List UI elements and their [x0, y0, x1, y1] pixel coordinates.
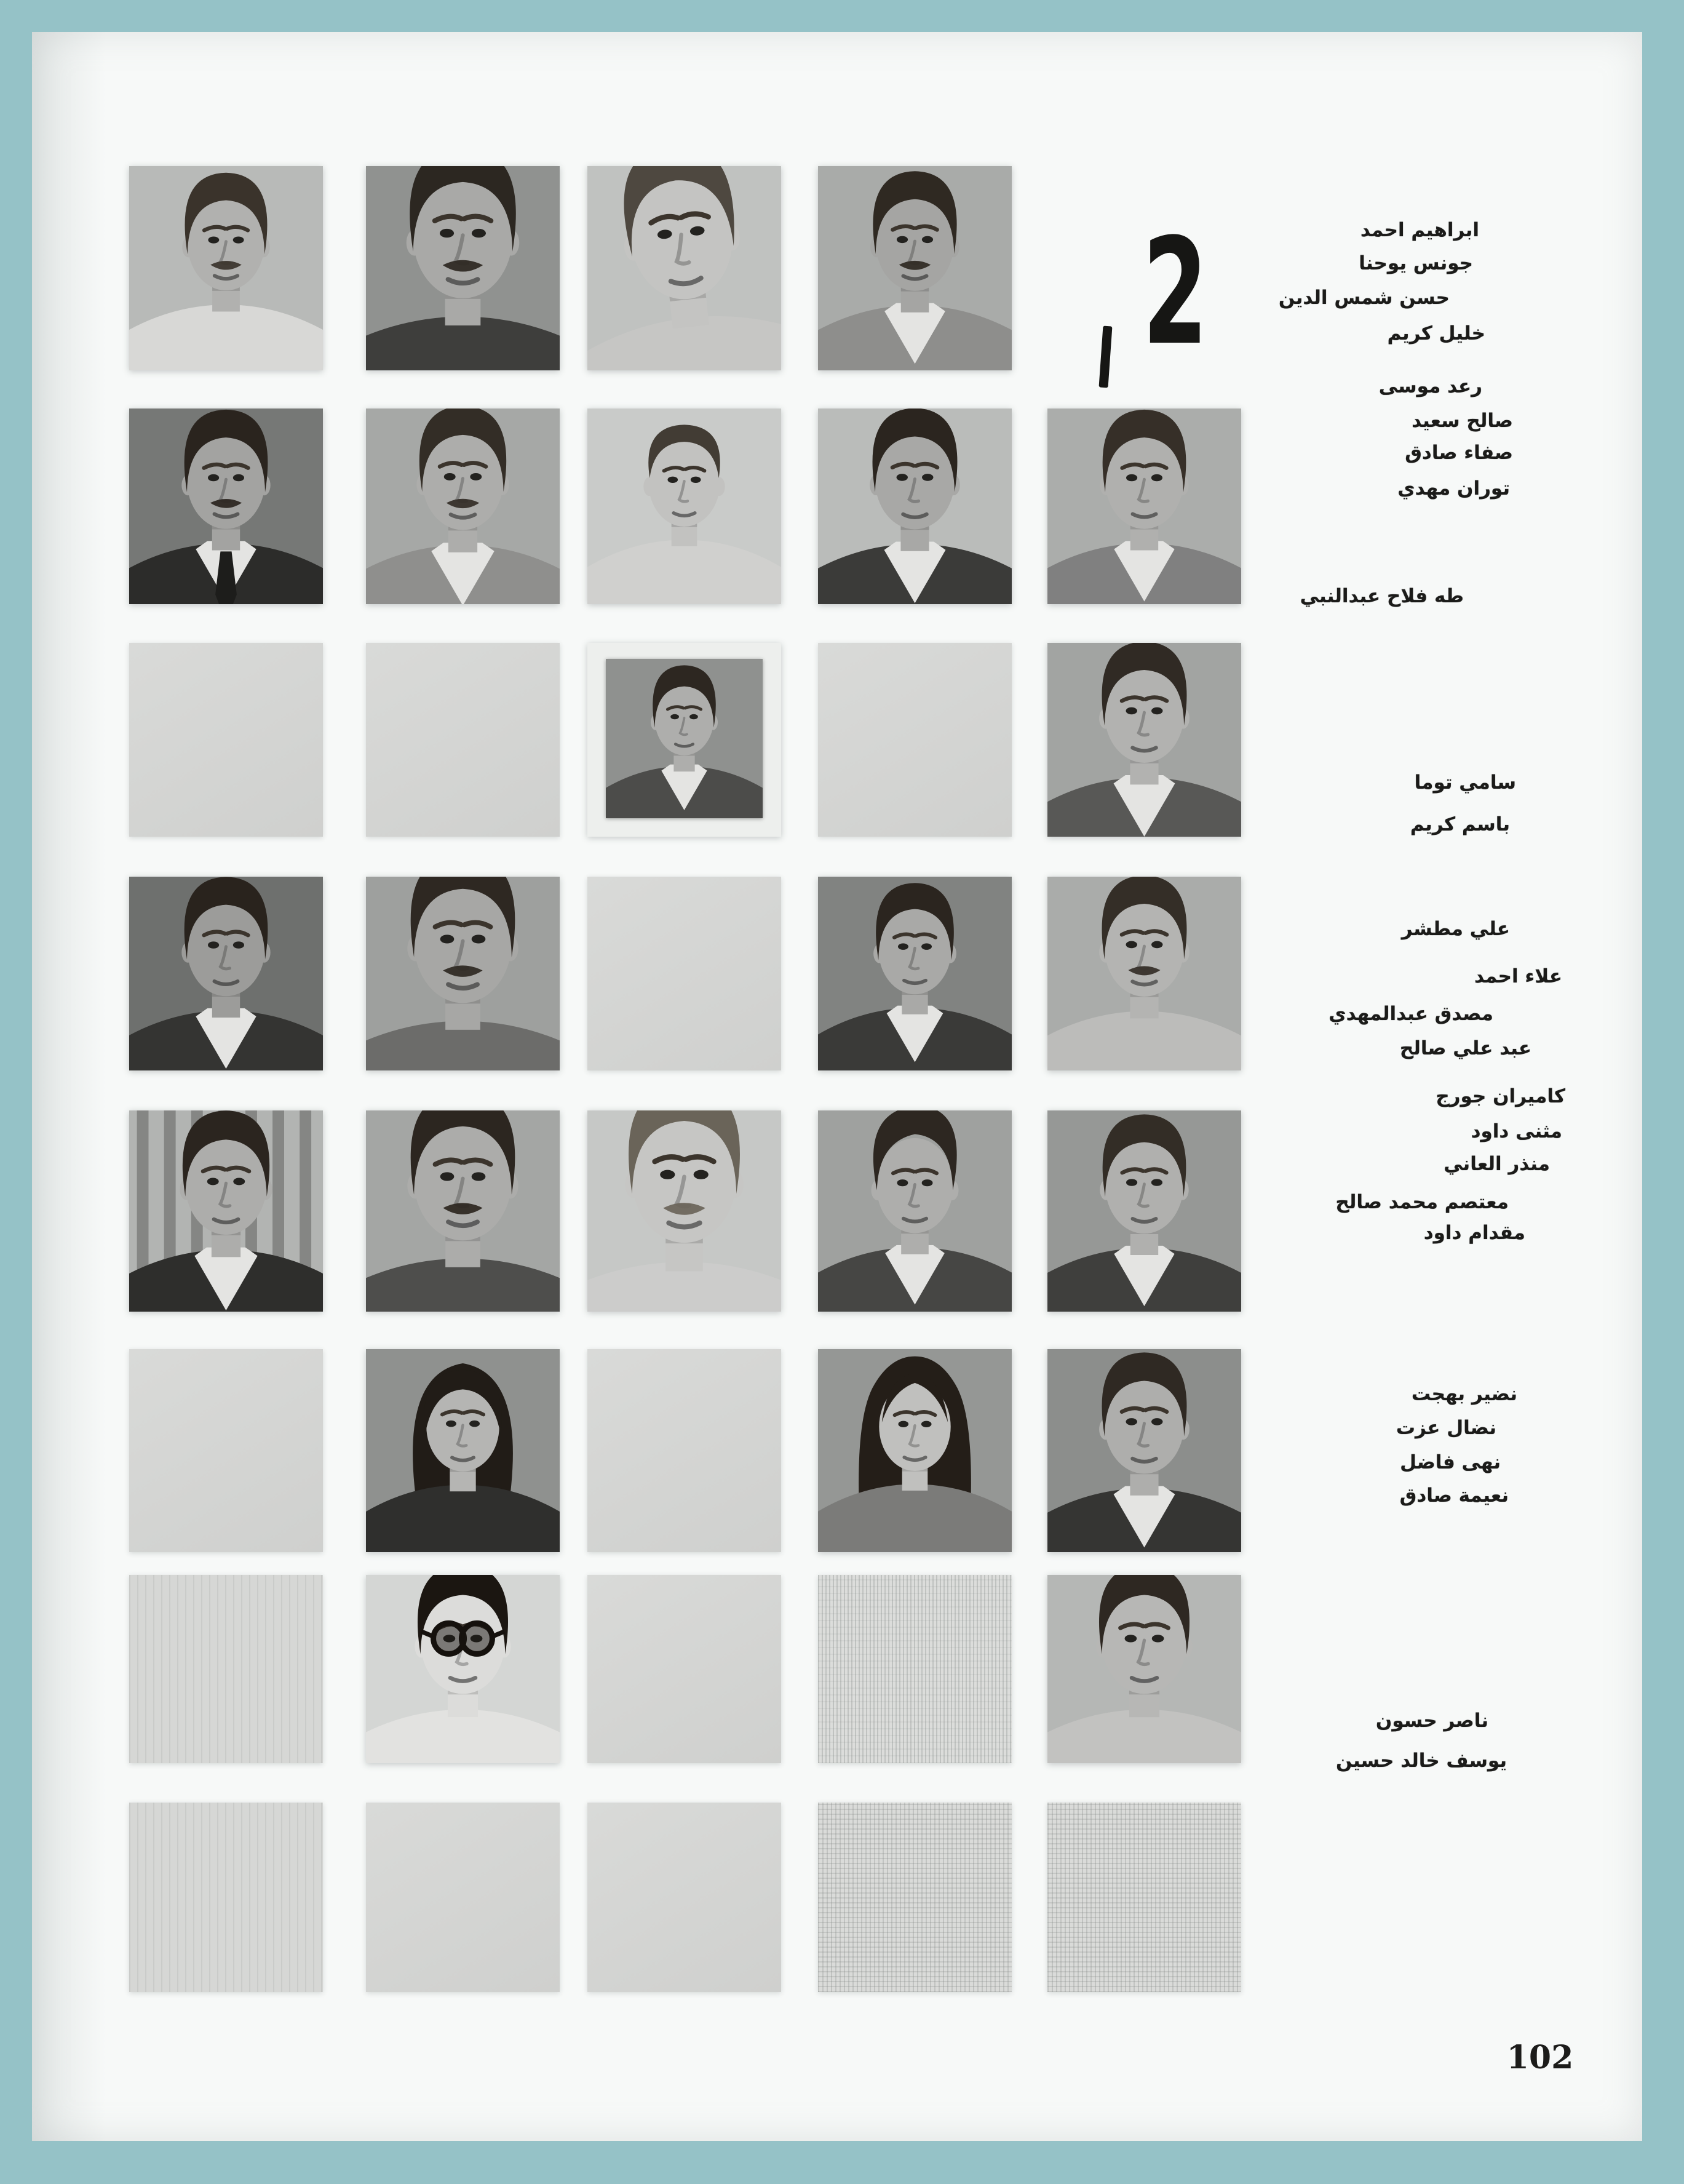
portrait-photo: [1047, 1349, 1241, 1552]
student-name: حسن شمس الدين: [1278, 287, 1450, 309]
empty-photo-slot: [587, 877, 781, 1070]
portrait-photo: [1047, 877, 1241, 1070]
student-name: معتصم محمد صالح: [1335, 1191, 1509, 1213]
student-name: جونس يوحنا: [1359, 252, 1473, 274]
portrait-photo: [1047, 409, 1241, 604]
student-name: نهى فاضل: [1400, 1451, 1501, 1473]
student-name: صفاء صادق: [1405, 442, 1513, 464]
empty-photo-slot: [366, 643, 560, 837]
portrait-photo: [366, 166, 560, 370]
fabric-texture-slot: [818, 1575, 1012, 1763]
student-name: يوسف خالد حسين: [1335, 1750, 1507, 1772]
portrait-photo: [366, 1110, 560, 1312]
portrait-photo: [366, 409, 560, 604]
student-name: مصدق عبدالمهدي: [1329, 1003, 1493, 1025]
inset-photo: [606, 659, 763, 818]
student-name: مقدام داود: [1423, 1222, 1525, 1244]
portrait-photo: [1047, 643, 1241, 837]
ink-mark: [1099, 326, 1113, 388]
student-name: علاء احمد: [1474, 965, 1562, 987]
portrait-photo: [129, 1110, 323, 1312]
student-name: علي مطشر: [1401, 918, 1510, 940]
student-name: نضير بهجت: [1411, 1383, 1517, 1405]
portrait-photo: [587, 643, 781, 837]
portrait-photo: [587, 1110, 781, 1312]
portrait-photo: [129, 166, 323, 370]
student-name: رعد موسى: [1378, 375, 1482, 397]
portrait-photo: [366, 1349, 560, 1552]
portrait-photo: [818, 166, 1012, 370]
portrait-photo: [818, 1110, 1012, 1312]
student-name: صالح سعيد: [1412, 410, 1513, 432]
student-name: ابراهيم احمد: [1360, 219, 1479, 241]
section-number: 2: [1142, 207, 1208, 378]
empty-photo-slot: [818, 643, 1012, 837]
empty-photo-slot: [366, 1803, 560, 1992]
fabric-texture-slot: [129, 1575, 323, 1763]
empty-photo-slot: [587, 1575, 781, 1763]
empty-photo-slot: [129, 643, 323, 837]
student-name: باسم كريم: [1410, 813, 1510, 835]
portrait-photo: [129, 877, 323, 1070]
page-number: 102: [1506, 2039, 1574, 2076]
portrait-photo: [587, 166, 781, 370]
portrait-photo: [818, 877, 1012, 1070]
student-name: توران مهدي: [1397, 477, 1510, 500]
portrait-photo: [1047, 1110, 1241, 1312]
portrait-photo: [818, 1349, 1012, 1552]
portrait-photo: [366, 877, 560, 1070]
student-name: سامي توما: [1414, 771, 1516, 794]
fabric-texture-slot: [1047, 1803, 1241, 1992]
empty-photo-slot: [587, 1803, 781, 1992]
portrait-photo: [587, 409, 781, 604]
student-name: منذر العاني: [1444, 1153, 1550, 1175]
student-name: طه فلاح عبدالنبي: [1300, 585, 1464, 607]
student-name: خليل كريم: [1387, 322, 1485, 345]
empty-photo-slot: [129, 1349, 323, 1552]
student-name: كاميران جورج: [1436, 1085, 1565, 1107]
yearbook-page: [32, 32, 1642, 2141]
student-name: نعيمة صادق: [1399, 1485, 1509, 1507]
portrait-photo: [818, 409, 1012, 604]
student-name: ناصر حسون: [1375, 1710, 1488, 1732]
portrait-photo: [366, 1575, 560, 1763]
portrait-photo: [1047, 1575, 1241, 1763]
portrait-photo: [129, 409, 323, 604]
student-name: نضال عزت: [1396, 1417, 1496, 1439]
student-name: عبد علي صالح: [1399, 1037, 1531, 1059]
fabric-texture-slot: [818, 1803, 1012, 1992]
empty-photo-slot: [587, 1349, 781, 1552]
fabric-texture-slot: [129, 1803, 323, 1992]
student-name: مثنى داود: [1471, 1120, 1562, 1142]
